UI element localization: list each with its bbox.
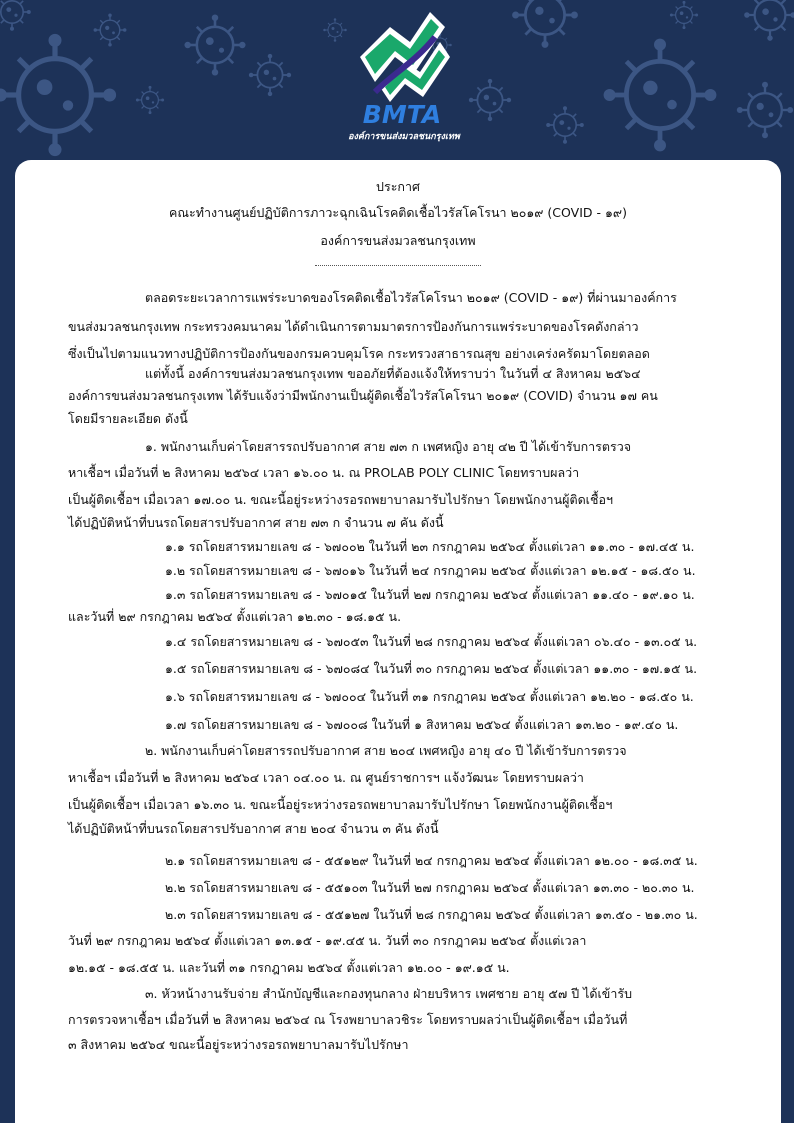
logo-subtitle: องค์การขนส่งมวลชนกรุงเทพ (348, 132, 460, 142)
subitem-1-1: ๑.๑ รถโดยสารหมายเลข ๘ - ๖๗๐๐๒ ในวันที่ ๒๓ กรกฎาคม ๒๕๖๔ ตั้งแต่เวลา ๑๑.๓๐ - ๑๗.๔๕ น. (165, 539, 695, 554)
subitem-1-3-cont: และวันที่ ๒๙ กรกฎาคม ๒๕๖๔ ตั้งแต่เวลา ๑๒.๓๐ - ๑๘.๑๕ น. (68, 609, 402, 624)
item-1-line: เป็นผู้ติดเชื้อฯ เมื่อเวลา ๑๗.๐๐ น. ขณะนี้อยู่ระหว่างรอรถพยาบาลมารับไปรักษา โดยพนักงานผู้ติดเชื้อฯ (68, 492, 613, 507)
body-line: ขนส่งมวลชนกรุงเทพ กระทรวงคมนาคม ได้ดำเนินการตามมาตรการป้องกันการแพร่ระบาดของโรคดังกล่าว (68, 319, 639, 334)
item-3-line: ๓. หัวหน้างานรับจ่าย สำนักบัญชีและกองทุนกลาง ฝ่ายบริหาร เพศชาย อายุ ๕๗ ปี ได้เข้ารับ (145, 986, 633, 1001)
body-line: โดยมีรายละเอียด ดังนี้ (68, 411, 188, 426)
item-1-line: ได้ปฏิบัติหน้าที่บนรถโดยสารปรับอากาศ สาย ๗๓ ก จำนวน ๗ คัน ดังนี้ (68, 515, 444, 530)
subitem-1-6: ๑.๖ รถโดยสารหมายเลข ๘ - ๖๗๐๐๔ ในวันที่ ๓๑ กรกฎาคม ๒๕๖๔ ตั้งแต่เวลา ๑๒.๒๐ - ๑๘.๕๐ น. (165, 689, 694, 704)
body-line: ตลอดระยะเวลาการแพร่ระบาดของโรคติดเชื้อไวรัสโคโรนา ๒๐๑๙ (COVID - ๑๙) ที่ผ่านมาองค์การ (145, 290, 677, 305)
announcement-card (15, 160, 781, 1123)
doc-title-committee: คณะทำงานศูนย์ปฏิบัติการภาวะฉุกเฉินโรคติดเชื้อไวรัสโคโรนา ๒๐๑๙ (COVID - ๑๙) (169, 205, 627, 220)
item-3-line: ๓ สิงหาคม ๒๕๖๔ ขณะนี้อยู่ระหว่างรอรถพยาบาลมารับไปรักษา (68, 1037, 409, 1052)
logo-text: BMTA (362, 100, 442, 129)
doc-title-announcement: ประกาศ (376, 179, 420, 194)
item-3-line: การตรวจหาเชื้อฯ เมื่อวันที่ ๒ สิงหาคม ๒๕๖๔ ณ โรงพยาบาลวชิระ โดยทราบผลว่าเป็นผู้ติดเชื้อฯ เมื่อวันที่ (68, 1012, 628, 1027)
subitem-2-3-cont: ๑๒.๑๕ - ๑๘.๕๕ น. และวันที่ ๓๑ กรกฎาคม ๒๕๖๔ ตั้งแต่เวลา ๑๒.๐๐ - ๑๙.๑๕ น. (68, 960, 510, 975)
subitem-1-2: ๑.๒ รถโดยสารหมายเลข ๘ - ๖๗๐๑๖ ในวันที่ ๒๔ กรกฎาคม ๒๕๖๔ ตั้งแต่เวลา ๑๒.๑๕ - ๑๘.๕๐ น. (165, 563, 696, 578)
subitem-2-3: ๒.๓ รถโดยสารหมายเลข ๘ - ๕๕๑๒๗ ในวันที่ ๒๘ กรกฎาคม ๒๕๖๔ ตั้งแต่เวลา ๑๓.๕๐ - ๒๑.๓๐ น. (165, 907, 698, 922)
doc-title-organization: องค์การขนส่งมวลชนกรุงเทพ (320, 233, 476, 248)
subitem-1-3: ๑.๓ รถโดยสารหมายเลข ๘ - ๖๗๐๑๕ ในวันที่ ๒๗ กรกฎาคม ๒๕๖๔ ตั้งแต่เวลา ๑๑.๔๐ - ๑๙.๑๐ น. (165, 587, 695, 602)
subitem-1-5: ๑.๕ รถโดยสารหมายเลข ๘ - ๖๗๐๘๔ ในวันที่ ๓๐ กรกฎาคม ๒๕๖๔ ตั้งแต่เวลา ๑๑.๓๐ - ๑๗.๑๕ น. (165, 661, 698, 676)
item-2-line: ได้ปฏิบัติหน้าที่บนรถโดยสารปรับอากาศ สาย ๒๐๔ จำนวน ๓ คัน ดังนี้ (68, 821, 439, 836)
item-1-line: ๑. พนักงานเก็บค่าโดยสารรถปรับอากาศ สาย ๗๓ ก เพศหญิง อายุ ๔๒ ปี ได้เข้ารับการตรวจ (145, 439, 632, 454)
body-line: ซึ่งเป็นไปตามแนวทางปฏิบัติการป้องกันของกรมควบคุมโรค กระทรวงสาธารณสุข อย่างเคร่งครัดมาโดยตลอด (68, 346, 650, 361)
subitem-2-3-cont: วันที่ ๒๙ กรกฎาคม ๒๕๖๔ ตั้งแต่เวลา ๑๓.๑๕ - ๑๙.๔๕ น. วันที่ ๓๐ กรกฎาคม ๒๕๖๔ ตั้งแต่เวลา (68, 933, 587, 948)
item-2-line: ๒. พนักงานเก็บค่าโดยสารรถปรับอากาศ สาย ๒๐๔ เพศหญิง อายุ ๔๐ ปี ได้เข้ารับการตรวจ (145, 743, 627, 758)
item-2-line: เป็นผู้ติดเชื้อฯ เมื่อเวลา ๑๖.๓๐ น. ขณะนี้อยู่ระหว่างรอรถพยาบาลมารับไปรักษา โดยพนักงานผู้ติดเชื้อฯ (68, 797, 613, 812)
body-line: องค์การขนส่งมวลชนกรุงเทพ ได้รับแจ้งว่ามีพนักงานเป็นผู้ติดเชื้อไวรัสโคโรนา ๒๐๑๙ (COVID) จำนวน ๑๗ คน (68, 388, 658, 403)
body-line: แต่ทั้งนี้ องค์การขนส่งมวลชนกรุงเทพ ขออภัยที่ต้องแจ้งให้ทราบว่า ในวันที่ ๔ สิงหาคม ๒๕๖๔ (145, 366, 641, 381)
subitem-2-1: ๒.๑ รถโดยสารหมายเลข ๘ - ๕๕๑๒๙ ในวันที่ ๒๔ กรกฎาคม ๒๕๖๔ ตั้งแต่เวลา ๑๒.๐๐ - ๑๘.๓๕ น. (165, 853, 698, 868)
item-1-line: หาเชื้อฯ เมื่อวันที่ ๒ สิงหาคม ๒๕๖๔ เวลา ๑๖.๐๐ น. ณ PROLAB POLY CLINIC โดยทราบผลว่า (68, 465, 580, 480)
title-divider (315, 265, 481, 266)
subitem-1-7: ๑.๗ รถโดยสารหมายเลข ๘ - ๖๗๐๐๘ ในวันที่ ๑ สิงหาคม ๒๕๖๔ ตั้งแต่เวลา ๑๓.๒๐ - ๑๙.๔๐ น. (165, 717, 679, 732)
item-2-line: หาเชื้อฯ เมื่อวันที่ ๒ สิงหาคม ๒๕๖๔ เวลา ๐๔.๐๐ น. ณ ศูนย์ราชการฯ แจ้งวัฒนะ โดยทราบผลว่า (68, 770, 584, 785)
subitem-2-2: ๒.๒ รถโดยสารหมายเลข ๘ - ๕๕๑๐๓ ในวันที่ ๒๗ กรกฎาคม ๒๕๖๔ ตั้งแต่เวลา ๑๓.๓๐ - ๒๐.๓๐ น. (165, 880, 695, 895)
subitem-1-4: ๑.๔ รถโดยสารหมายเลข ๘ - ๖๗๐๕๓ ในวันที่ ๒๘ กรกฎาคม ๒๕๖๔ ตั้งแต่เวลา ๐๖.๔๐ - ๑๓.๐๕ น. (165, 634, 698, 649)
